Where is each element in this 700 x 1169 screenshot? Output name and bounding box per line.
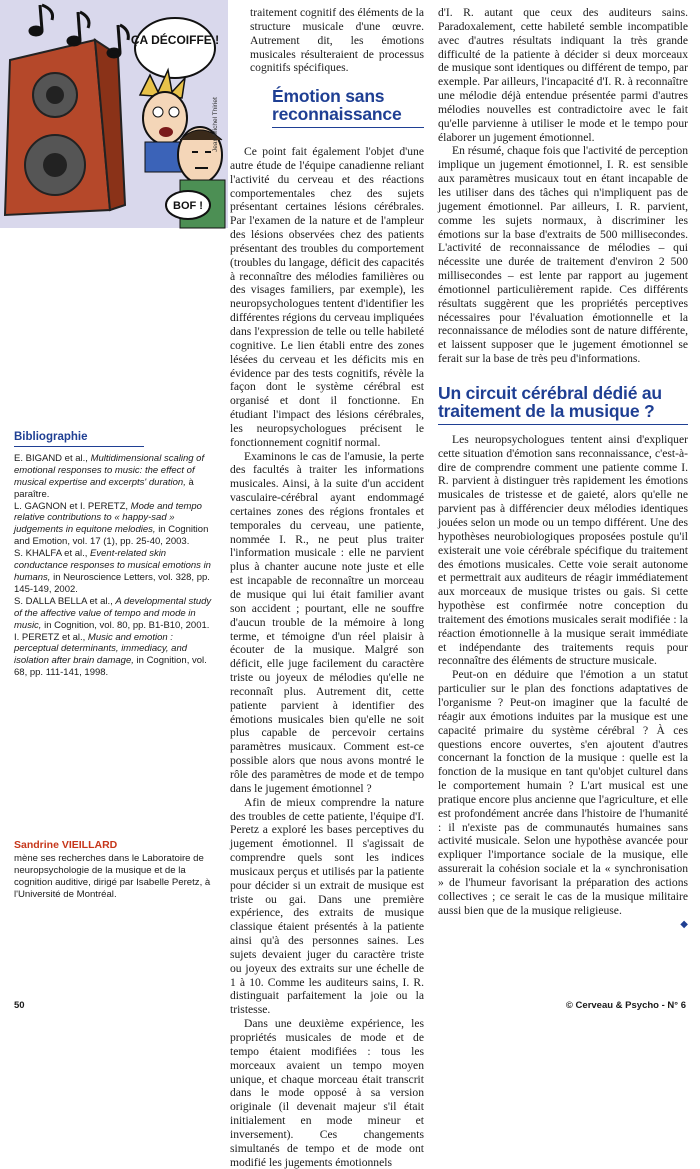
paragraph: Les neuropsychologues tentent ainsi d'expliquer cette situation d'émotion sans reconnaissance, c'est-à-dire de comprendre comment une patiente comme I. R. parvient à distinguer très rapidement les émotions musicales de tristesse et de gaieté, alors qu'elle ne parvient pas à différencier deux mélodies identiques jouées selon un mode ou un tempo différent. Une des hypothèses neurobiologiques proposées postule qu'il existerait une voie cérébrale spécifique du traitement des émotions musicales. Cette voie serait autonome et permettrait aux auditeurs de réagir immédiatement aux morceaux de musique tristes ou gais. Si cette hypothèse est confirmée notre conception du traitement des émotions musicales serait modifiée : la réaction émotionnelle à la musique serait immédiate et indépendante des traitements requis pour reconnaître des éléments de structure musicale. bbox=[438, 432, 688, 668]
paragraph: Afin de mieux comprendre la nature des troubles de cette patiente, l'équipe d'I. Peretz a exploré les bases perceptives du jugement émotionnel. Il s'agissait de comprendre quels sont les indices musicaux perçus et utilisés par la patiente pour décider si un extrait de musique est triste ou gai. Dans une première expérience, des extraits de musique classique étaient présentés à la patiente ainsi qu'à des personnes saines. Les sujets devaient juger du caractère triste ou joyeux des extraits sur une échelle de 1 à 10. Comme les auditeurs sains, I. R. distinguait parfaitement la joie ou la tristesse. bbox=[230, 795, 424, 1017]
svg-text:BOF !: BOF ! bbox=[173, 200, 203, 212]
cartoon-illustration bbox=[0, 0, 228, 228]
speech-bubble-top bbox=[135, 18, 215, 78]
column-middle bbox=[250, 6, 424, 136]
column-middle-body bbox=[230, 145, 424, 1169]
bibliography-entry: E. BIGAND et al., Multidimensional scaling of emotional responses to music: the effect of musical expertise and excerpts' duration, à paraître. bbox=[14, 452, 205, 500]
paragraph: En résumé, chaque fois que l'activité de perception implique un jugement émotionnel, I. R. est sensible aux paramètres musicaux tout en étant incapable de les utiliser dans des tâches qui n'impliquent pas de jugement émotionnel. Par ailleurs, I. R. parvient, comme les sujets normaux, à discriminer les émotions sur la base d'extraits de 500 millisecondes. L'activité de reconnaissance de mélodies – qui nécessite une durée de traitement d'environ 2 500 millisecondes – est lente par rapport au jugement émotionnel particulièrement rapide. Ces différents résultats suggèrent que les propriétés perceptives nécessaires pour l'évaluation émotionnelle et la reconnaissance de mélodies sont de nature différente, et laissent supposer que le jugement émotionnel se ferait sur la base de très peu d'informations. bbox=[438, 144, 688, 366]
section-heading-circuit: Un circuit cérébral dédié au traitement de la musique ? bbox=[438, 384, 688, 425]
illustration-credit: Jean-Michel Thiriet bbox=[212, 97, 219, 152]
intro-paragraph: traitement cognitif des éléments de la structure musicale d'une œuvre. Autrement dit, les émotions musicales résulteraient de processus cognitifs spécifiques. bbox=[250, 6, 424, 75]
paragraph: Dans une deuxième expérience, les propriétés musicales de mode et de tempo étaient modifiées : tous les morceaux avaient un tempo moyen unique, et chaque morceau était transcrit dans le mode opposé à sa version originale (il devenait majeur s'il était initialement en mode mineur et inversement). Ces changements simultanés de tempo et de mode ont modifié les jugements émotionnels bbox=[230, 1017, 424, 1169]
end-mark-icon: ◆ bbox=[680, 919, 688, 931]
bibliography-entry: S. KHALFA et al., Event-related skin conductance responses to musical emotions in humans, in Neuroscience Letters, vol. 328, pp. 145-149, 2002. bbox=[14, 548, 211, 595]
paragraph: Examinons le cas de l'amusie, la perte des facultés à traiter les informations musicales. Ainsi, à la suite d'un accident vasculaire-cérébral ayant endommagé certaines zones des régions frontales et temporales du cerveau, une patiente, nommée I. R., ne peut plus traiter l'information musicale : elle ne parvient plus à chanter aucune note juste et elle est incapable de reconnaître un morceau de musique qui lui était familier avant son accident ; pourtant, elle ne souffre d'aucun trouble de la mémoire à long terme, et témoigne d'un réel plaisir à écouter de la musique. Malgré son déficit, elle juge facilement du caractère triste ou joyeux de mélodies qu'elle ne reconnaît plus. Autrement dit, cette patiente parvient à identifier des émotions musicales bien qu'elle ne soit plus capable de percevoir certains paramètres musicaux. Comment est-ce possible alors que nous avons montré le rôle des paramètres de mode et de tempo dans le jugement émotionnel ? bbox=[230, 449, 424, 795]
paragraph: d'I. R. autant que ceux des auditeurs sains. Paradoxalement, cette habileté semble incompatible avec d'autres résultats indiquant la très grande difficulté de la patiente à décider si deux morceaux de musique sont identiques ou différent de tempo, par exemple. Par ailleurs, l'incapacité d'I. R. à reconnaître une mélodie déjà entendue présentée parmi d'autres mélodies nouvelles est contradictoire avec le fait qu'elle parvienne à utiliser le mode et le tempo pour élaborer un jugement émotionnel. bbox=[438, 6, 688, 144]
bubble-top-line1: ÇA DÉCOIFFE ! bbox=[130, 33, 220, 47]
author-box bbox=[14, 840, 219, 901]
page-number: 50 bbox=[14, 1000, 25, 1011]
author-name: Sandrine VIEILLARD bbox=[14, 839, 118, 851]
cartoon-drawing bbox=[0, 0, 228, 228]
bibliography-entry: S. DALLA BELLA et al., A developmental study of the affective value of tempo and mode in music, in Cognition, vol. 80, pp. B1-B10, 2001. bbox=[14, 595, 212, 631]
bibliography-box bbox=[14, 432, 214, 679]
column-right bbox=[438, 6, 688, 991]
paragraph: Peut-on en déduire que l'émotion a un statut particulier sur le plan des fonctions adaptatives de l'organisme ? Peut-on imaginer que la faculté de réagir aux émotions induites par la musique est une capacité primaire du système cérébral ? À ces questions encore ouvertes, s'en ajoutent d'autres concernant la fonction de la musique : quelle est la fonction de la musique en tant qu'objet culturel dans le comportement humain ? L'art musical est une pratique encore plus ancienne que l'agriculture, et elle est profondément ancrée dans l'histoire de l'humanité : il n'existe pas de communautés humaines sans activité musicale. Selon une hypothèse avancée pour expliquer l'importance sociale de la musique, elle assurerait la cohésion sociale et la « synchronisation » de l'humeur favorisant la préparation des actions collectives ; ce serait le cas de la musique militaire aussi bien que de la musique religieuse. bbox=[438, 668, 688, 917]
bibliography-title: Bibliographie bbox=[14, 432, 144, 447]
bibliography-entry: L. GAGNON et I. PERETZ, Mode and tempo relative contributions to « happy-sad » judgements in equitone melodies, in Cognition and Emotion, vol. 17 (1), pp. 25-40, 2003. bbox=[14, 500, 209, 548]
paragraph: Ce point fait également l'objet d'une autre étude de l'équipe canadienne reliant l'activité du cerveau et des réactions comportementales chez des sujets présentant certaines lésions cérébrales. Par l'examen de la nature et de l'ampleur des lésions observées chez des patients présentant des troubles du comportement (troubles du langage, déficit des capacités à reconnaître des mélodies familières ou des visages familiers, par exemple), les neuropsychologues tentent d'identifier les différentes régions du cerveau impliquées dans l'expression de telle ou telle habileté cognitive. Le lien établi entre des zones lésées du cerveau et les déficits mis en évidence par des tests cognitifs, révèle la façon dont le système cérébral est organisé et dont il fonctionne. En étudiant l'impact des lésions cérébrales, les neuropsychologues précisent le fonctionnement cognitif normal. bbox=[230, 145, 424, 449]
bibliography-entry: I. PERETZ et al., Music and emotion : perceptual determinants, immediacy, and isolation after brain damage, in Cognition, vol. 68, pp. 111-141, 1998. bbox=[14, 631, 207, 679]
author-bio: mène ses recherches dans le Laboratoire de neuropsychologie de la musique et de la cognition auditive, dirigé par Isabelle Peretz, à l'Université de Montréal. bbox=[14, 852, 211, 900]
section-heading-emotion: Émotion sans reconnaissance bbox=[272, 87, 424, 128]
journal-footer: © Cerveau & Psycho - N° 6 bbox=[565, 1000, 686, 1011]
